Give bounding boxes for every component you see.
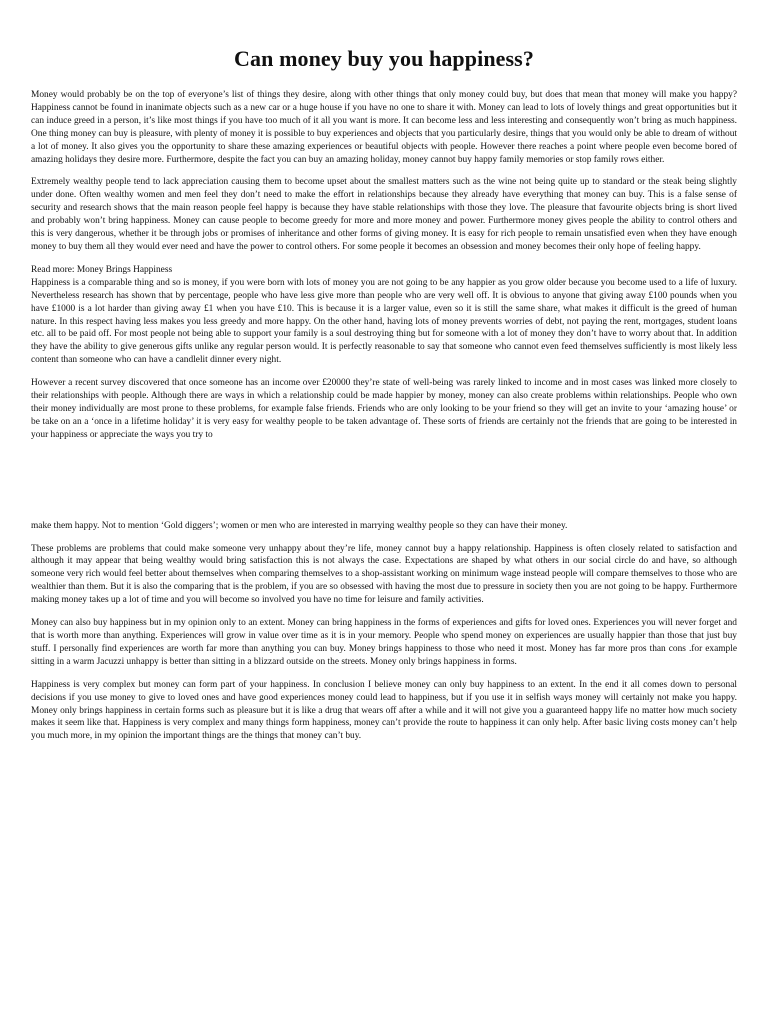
document-page <box>31 0 737 743</box>
paragraph: Money can also buy happiness but in my opinion only to an extent. Money can bring happiness in the forms of experiences and gifts for loved ones. Experiences you will never forget and that is worth more than anything. Experiences will grow in value over time as it is in your memory. People who spend money on experiences are usually happier than those that just buy stuff. I personally find experiences are worth far more than anything you can buy. Money brings happiness to those who need it most. Money has far more pros than cons .for example sitting in a warm Jacuzzi unhappy is better than sitting in a blizzard outside on the streets. Money only brings happiness in forms. <box>31 618 737 667</box>
paragraph-continuation: make them happy. Not to mention ‘Gold diggers’; women or men who are interested in marrying wealthy people so they can have their money. <box>31 520 568 531</box>
paragraph: However a recent survey discovered that once someone has an income over £20000 they’re state of well-being was rarely linked to income and in most cases was linked more closely to their relationships with people. Although there are ways in which a relationship could be made happier by money, money can also create problems within relationships. People who own their money individually are most prone to these problems, for example false friends. Friends who are only looking to be your friend so they will get an invite to your ‘amazing house’ or be take on an a ‘once in a lifetime holiday’ it is very easy for wealthy people to be taken advantage of. These sorts of friends are certainly not the friends that are going to be interested in your happiness or appreciate the ways you try to <box>31 378 737 440</box>
paragraph: Extremely wealthy people tend to lack appreciation causing them to become upset about the smallest matters such as the wine not being quite up to standard or the steak being slightly under done. Often wealthy women and men feel they don’t need to make the effort in relationships because they already have everything that money can buy. This is a false sense of security and research shows that the main reason people feel happy is because they have stable relationships with those they love. The pleasure that favourite objects bring is short lived and probably won’t bring happiness. Money can cause people to become greedy for more and more money and power. Furthermore money gives people the ability to control others and this is very dangerous, whether it be through jobs or promises of inheritance and other forms of giving money. It is easy for rich people to remain unsatisfied even when they have enough money to buy them all they would ever need and have the power to control others. For some people it becomes an obsession and money becomes their only hope of feeling happy. <box>31 177 737 252</box>
page-gap <box>31 442 737 520</box>
paragraph: Happiness is a comparable thing and so is money, if you were born with lots of money you are not going to be any happier as you grow older because you become used to a life of luxury. Nevertheless research has shown that by percentage, people who have less give more than people who are very well off. It is obvious to anyone that giving away £100 pounds when you have £1000 is a lot harder than giving away £1 when you have £10. This is because it is a larger value, even so it is still the same share, what makes it difficult is the greed of human nature. In this respect having less makes you less greedy and more happy. On the other hand, having lots of money prevents worries of debt, not paying the rent, mortgages, student loans etc. all to be paid off. For most people not being able to support your family is a soul destroying thing but for someone with a lot of money they don’t have to worry about that. In addition they have the ability to give generous gifts unlike any regular person would. It is perfectly reasonable to say that someone who cannot even feed themselves sufficiently is most likely less content than someone who can have a candlelit dinner every night. <box>31 277 737 366</box>
read-more-label: Read more: Money Brings Happiness <box>31 264 173 275</box>
document-title: Can money buy you happiness? <box>234 46 534 71</box>
paragraph: These problems are problems that could make someone very unhappy about they’re life, money cannot buy a happy relationship. Happiness is often closely related to satisfaction and although it may appear that being wealthy would bring satisfaction this is not always the case. Expectations are shaped by what others in our social circle do and have, so although someone very rich would feel better about themselves when comparing themselves to a shop-assistant working on minimum wage instead people will compare themselves to those who are wealthier than them. But it is also the comparing that is the problem, if you are so obsessed with having the most due to pressure in society then you are not going to be happy. Furthermore making money takes up a lot of time and you will become so involved you have no time for leisure and family activities. <box>31 543 737 606</box>
paragraph: Money would probably be on the top of everyone’s list of things they desire, along with other things that only money could buy, but does that mean that money will make you happy? Happiness cannot be found in inanimate objects such as a new car or a huge house if you have no one to share it with. Money can lead to lots of lovely things and great opportunities but it can induce greed in a person, it’s like most things if you have too much of it all you want is more. It can become less and less interesting and consequently won’t bring as much happiness. One thing money can buy is pleasure, with plenty of money it is possible to buy experiences and objects that you particularly desire, things that you would only be able to dream of without a lot of money. It also gives you the opportunity to share these amazing experiences or beautiful objects with people. However there reaches a point where people even become bored of amazing holidays they desire more. Furthermore, despite the fact you can buy an amazing holiday, money cannot buy happy family memories or stop family rows either. <box>31 90 737 165</box>
paragraph: Happiness is very complex but money can form part of your happiness. In conclusion I believe money can only buy happiness to an extent. In the end it all comes down to personal decisions if you use money to give to loved ones and have good experiences money could lead to happiness, but if you use it in selfish ways money will certainly not make you happy. Money only brings happiness in certain forms such as pleasure but it is like a drug that wears off after a while and it will not give you a guaranteed happy life no matter how much society makes it seem like that. Happiness is very complex and many things form happiness, money can’t provide the route to happiness it can only help. After basic living costs money can’t help you much more, in my opinion the important things are the things that money can’t buy. <box>31 679 737 742</box>
